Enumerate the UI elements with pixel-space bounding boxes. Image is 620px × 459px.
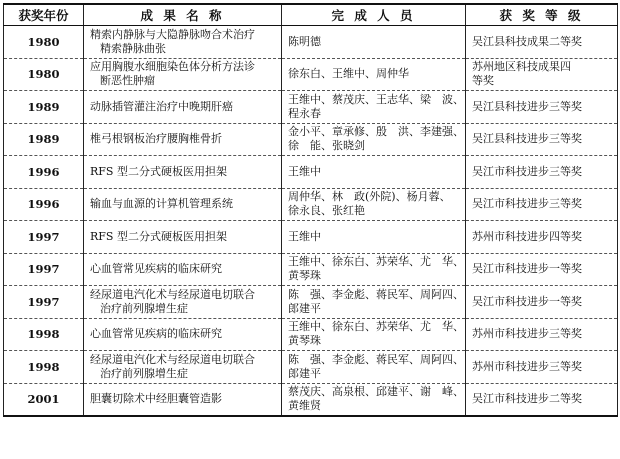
table-row (4, 156, 618, 189)
cell-year: 2001 (4, 383, 84, 416)
awards-table (3, 3, 618, 417)
cell-name (84, 58, 282, 91)
cell-name (84, 188, 282, 221)
cell-people-line: 陈明德 (288, 34, 321, 48)
table-row (4, 188, 618, 221)
cell-award (466, 188, 618, 221)
cell-award-line: 吴江县科技成果二等奖 (472, 34, 582, 48)
cell-name-line: 椎弓根钢板治疗腰胸椎骨折 (90, 132, 222, 146)
cell-people-line: 金小平、章承修、殷 洪、李建强、 (288, 125, 464, 139)
header-year: 获奖年份 (4, 4, 84, 26)
cell-name-line: 治疗前列腺增生症 (100, 366, 188, 380)
cell-people (282, 91, 466, 124)
header-name: 成 果 名 称 (84, 4, 282, 26)
cell-people (282, 58, 466, 91)
cell-name (84, 91, 282, 124)
cell-award (466, 351, 618, 384)
cell-name-line: 心血管常见疾病的临床研究 (90, 262, 222, 276)
cell-year: 1997 (4, 221, 84, 254)
cell-people (282, 156, 466, 189)
cell-people-line: 王维中 (288, 229, 321, 243)
awards-table-container (3, 3, 617, 417)
cell-name-line: 应用胸腹水细胞染色体分析方法诊 (90, 60, 255, 74)
table-row (4, 253, 618, 286)
cell-name (84, 221, 282, 254)
cell-people-line: 王维中、蔡茂庆、王志华、梁 波、 (288, 92, 464, 106)
cell-name-line: 断恶性肿瘤 (100, 74, 155, 88)
table-row (4, 351, 618, 384)
cell-award-line: 吴江县科技进步三等奖 (472, 99, 582, 113)
cell-year: 1997 (4, 253, 84, 286)
cell-name-line: 输血与血源的计算机管理系统 (90, 197, 233, 211)
cell-award-line: 等奖 (472, 74, 494, 88)
cell-year: 1980 (4, 26, 84, 59)
cell-name (84, 351, 282, 384)
cell-people-line: 黄琴珠 (288, 334, 321, 348)
cell-name-line: 经尿道电汽化术与经尿道电切联合 (90, 287, 255, 301)
cell-award (466, 318, 618, 351)
cell-name-line: 精索静脉曲张 (100, 41, 166, 55)
cell-name (84, 286, 282, 319)
header-award: 获 奖 等 级 (466, 4, 618, 26)
cell-year: 1980 (4, 58, 84, 91)
cell-people-line: 周仲华、林 政(外院)、杨月蓉、 (288, 190, 451, 204)
header-people: 完 成 人 员 (282, 4, 466, 26)
cell-award (466, 253, 618, 286)
cell-people-line: 陈 强、李金彪、蒋民军、周阿四、 (288, 352, 464, 366)
cell-award-line: 吴江市科技进步一等奖 (472, 294, 582, 308)
cell-award (466, 383, 618, 416)
cell-people-line: 蔡茂庆、高泉根、邱建平、谢 峰、 (288, 385, 464, 398)
cell-people-line: 王维中 (288, 164, 321, 178)
table-row (4, 123, 618, 156)
cell-people (282, 26, 466, 59)
cell-year: 1989 (4, 91, 84, 124)
cell-name-line: 治疗前列腺增生症 (100, 301, 188, 315)
cell-people (282, 383, 466, 416)
cell-year: 1989 (4, 123, 84, 156)
cell-people-line: 黄琴珠 (288, 269, 321, 283)
table-row (4, 221, 618, 254)
cell-name-line: 经尿道电汽化术与经尿道电切联合 (90, 352, 255, 366)
table-body (4, 26, 618, 416)
cell-name (84, 26, 282, 59)
cell-name-line: 心血管常见疾病的临床研究 (90, 327, 222, 341)
table-row (4, 26, 618, 59)
cell-people-line: 王维中、徐东白、苏荣华、尤 华、 (288, 320, 464, 334)
table-row (4, 91, 618, 124)
cell-name (84, 253, 282, 286)
cell-name-line: 精索内静脉与大隐静脉吻合术治疗 (90, 27, 255, 41)
cell-name-line: 动脉插管灌注治疗中晚期肝癌 (90, 99, 233, 113)
cell-award-line: 苏州市科技进步三等奖 (472, 359, 582, 373)
cell-award (466, 156, 618, 189)
cell-people-line: 郎建平 (288, 301, 321, 315)
cell-name-line: RFS 型二分式硬板医用担架 (90, 164, 227, 178)
cell-year: 1996 (4, 188, 84, 221)
cell-year: 1998 (4, 318, 84, 351)
cell-award-line: 苏州市科技进步三等奖 (472, 327, 582, 341)
cell-award-line: 苏州市科技进步四等奖 (472, 229, 582, 243)
cell-people (282, 318, 466, 351)
cell-award (466, 26, 618, 59)
header-row (4, 4, 618, 26)
cell-award (466, 221, 618, 254)
cell-award-line: 苏州地区科技成果四 (472, 60, 571, 74)
cell-people-line: 徐永良、张红艳 (288, 204, 365, 218)
cell-people-line: 徐东白、王维中、周仲华 (288, 67, 409, 81)
cell-people-line: 陈 强、李金彪、蒋民军、周阿四、 (288, 287, 464, 301)
cell-award (466, 58, 618, 91)
cell-award-line: 吴江县科技进步三等奖 (472, 132, 582, 146)
cell-award (466, 286, 618, 319)
cell-year: 1998 (4, 351, 84, 384)
table-row (4, 383, 618, 416)
cell-name-line: 胆囊切除术中经胆囊管造影 (90, 392, 222, 405)
cell-award-line: 吴江市科技进步一等奖 (472, 262, 582, 276)
cell-people (282, 221, 466, 254)
cell-name-line: RFS 型二分式硬板医用担架 (90, 229, 227, 243)
table-row (4, 286, 618, 319)
cell-people-line: 王维中、徐东白、苏荣华、尤 华、 (288, 255, 464, 269)
cell-award-line: 吴江市科技进步三等奖 (472, 197, 582, 211)
cell-award-line: 吴江市科技进步二等奖 (472, 392, 582, 405)
table-row (4, 318, 618, 351)
cell-people (282, 286, 466, 319)
cell-year: 1996 (4, 156, 84, 189)
cell-year: 1997 (4, 286, 84, 319)
cell-name (84, 383, 282, 416)
cell-people (282, 188, 466, 221)
cell-people (282, 123, 466, 156)
cell-award-line: 吴江市科技进步三等奖 (472, 164, 582, 178)
cell-people-line: 黄维贤 (288, 399, 321, 412)
cell-name (84, 156, 282, 189)
cell-award (466, 91, 618, 124)
cell-people-line: 郎建平 (288, 366, 321, 380)
cell-people (282, 253, 466, 286)
cell-name (84, 318, 282, 351)
table-row (4, 58, 618, 91)
cell-award (466, 123, 618, 156)
cell-people-line: 程永春 (288, 106, 321, 120)
cell-name (84, 123, 282, 156)
cell-people-line: 徐 能、张晓剑 (288, 139, 365, 153)
cell-people (282, 351, 466, 384)
